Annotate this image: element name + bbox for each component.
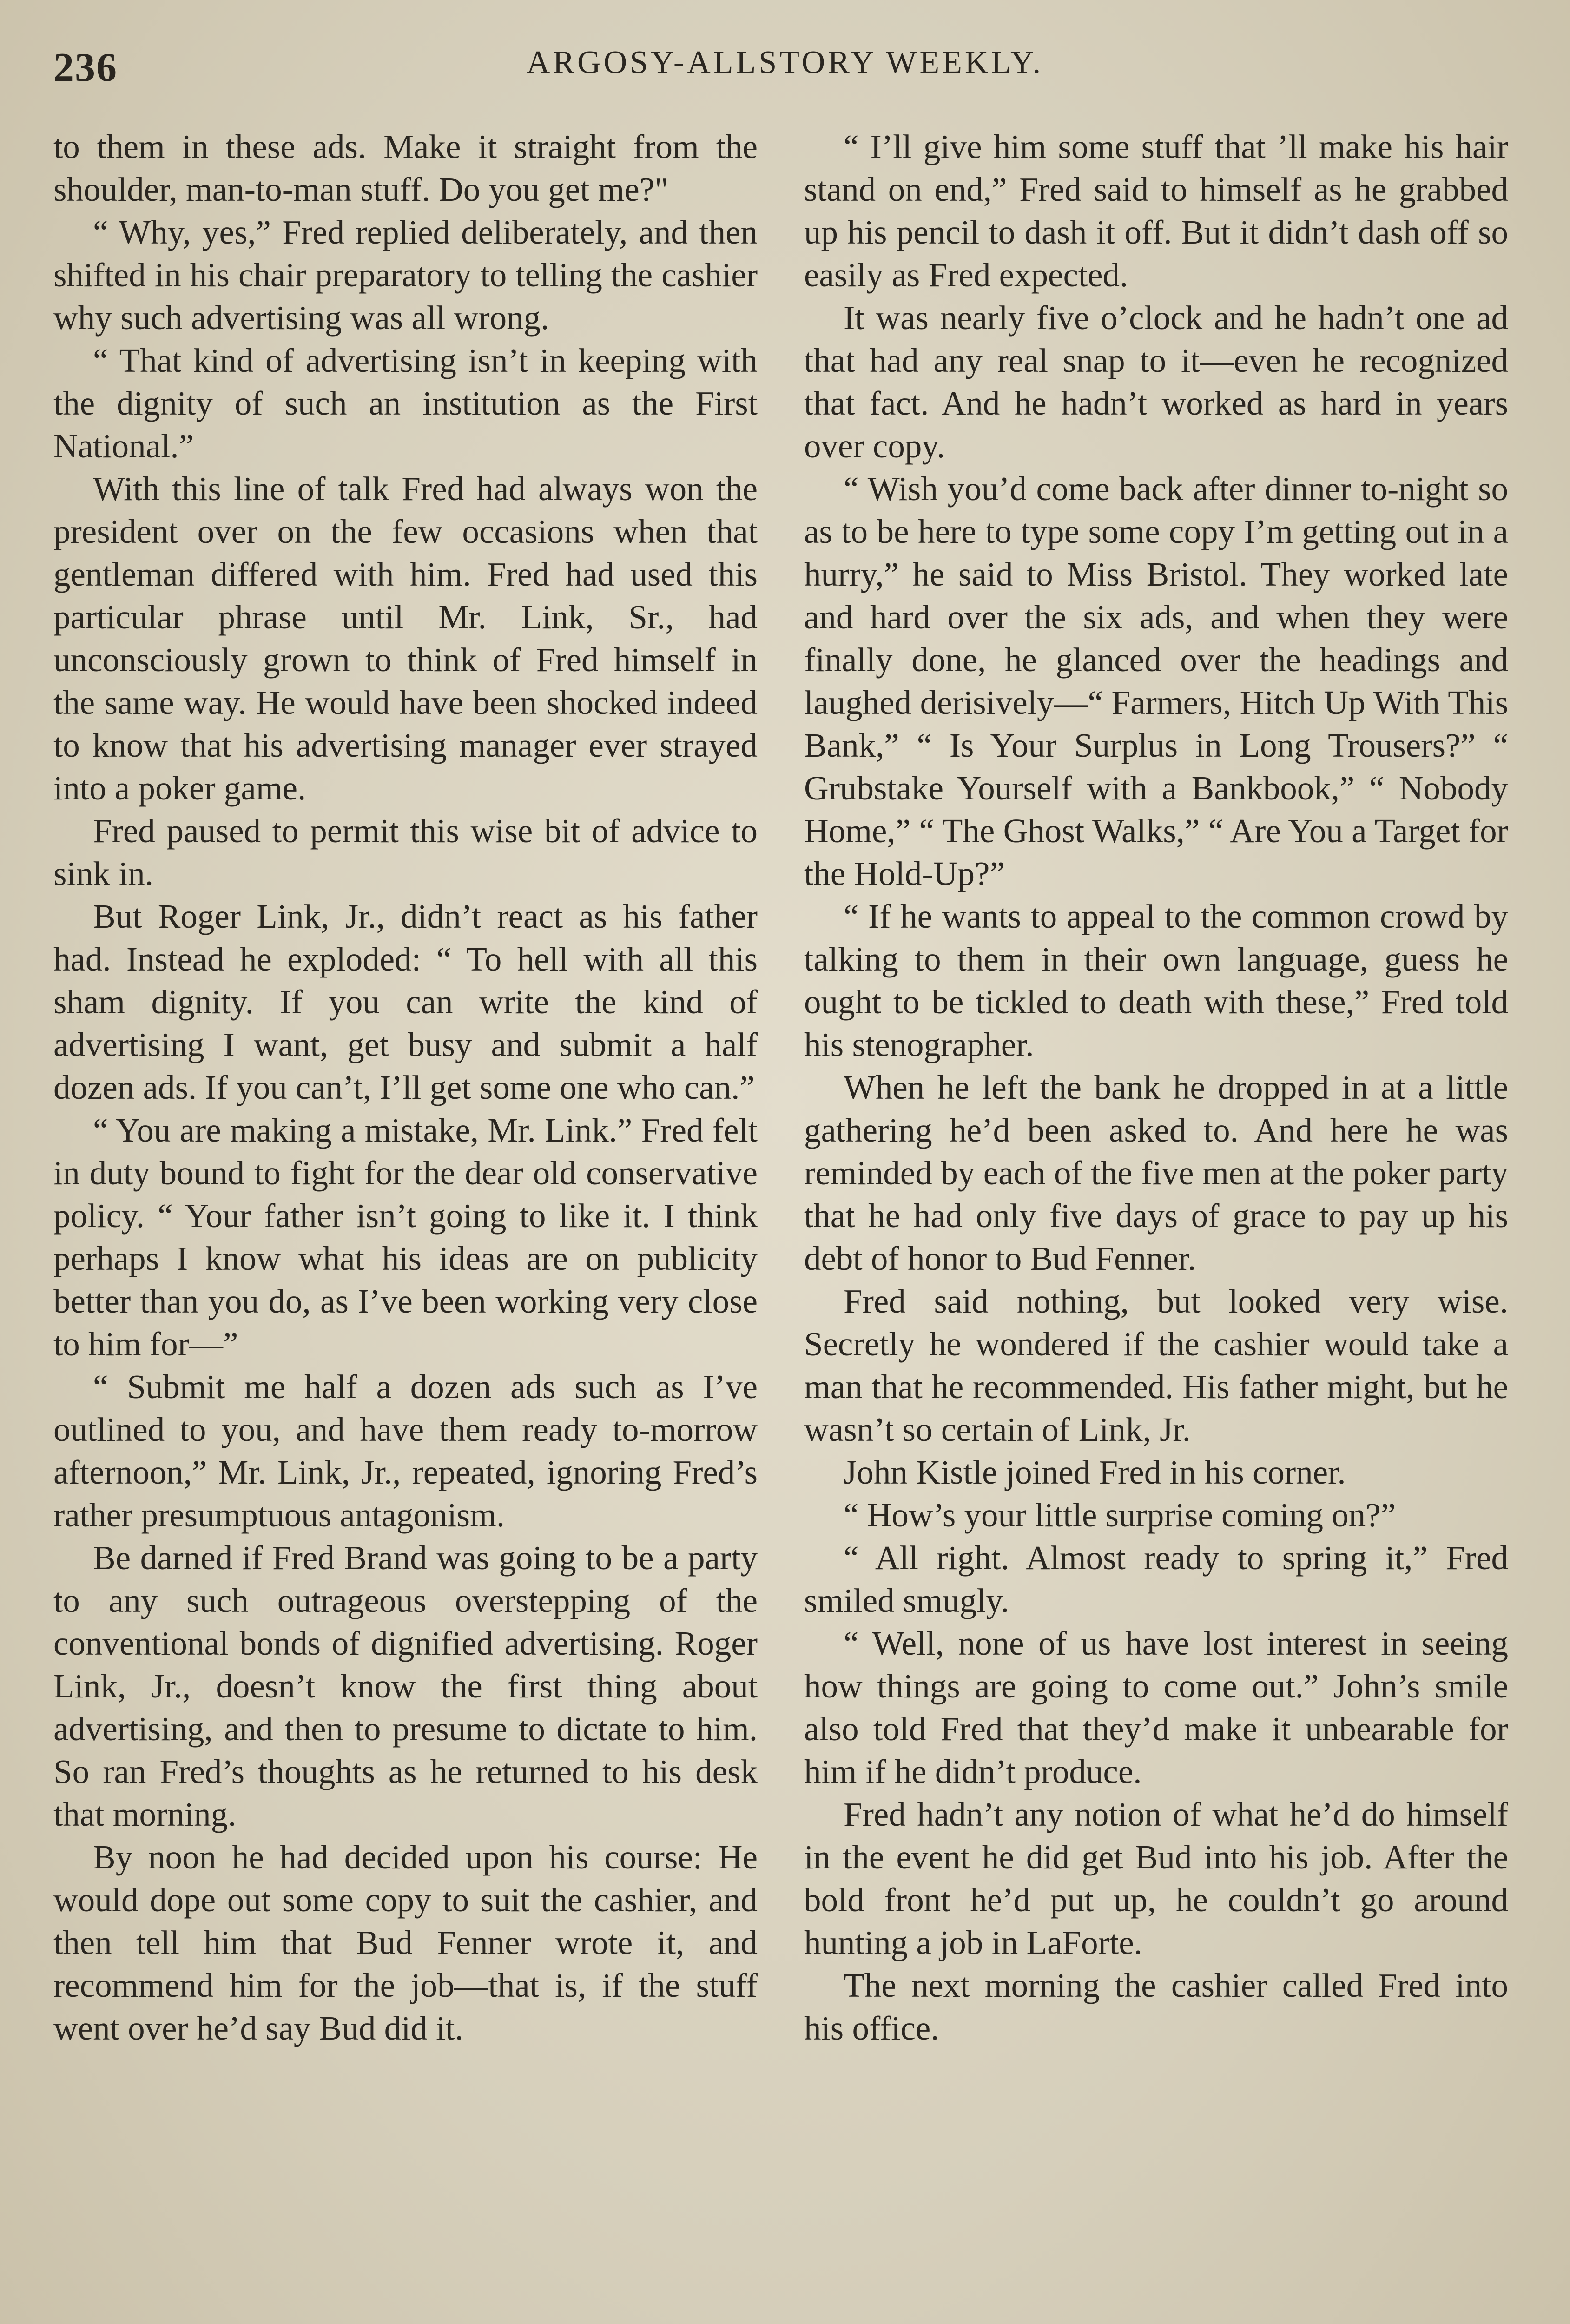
paragraph: “ All right. Almost ready to spring it,” Fred smiled smugly. bbox=[804, 1539, 1508, 1619]
paragraph: “ Well, none of us have lost interest in seeing how things are going to come out.” John’s smile also told Fred that they’d make it unbearable for him if he didn’t produce. bbox=[804, 1624, 1508, 1790]
paragraph: Fred paused to permit this wise bit of advice to sink in. bbox=[53, 812, 758, 892]
paragraph: But Roger Link, Jr., didn’t react as his father had. Instead he exploded: “ To hell with all this sham dignity. If you can write the kind of advertising I want, get busy and submit a half dozen ads. If you can’t, I’ll get some one who can.” bbox=[53, 898, 758, 1106]
right-column bbox=[804, 125, 1508, 2324]
page-header bbox=[53, 44, 1517, 100]
paragraph: By noon he had decided upon his course: He would dope out some copy to suit the cashier, and then tell him that Bud Fenner wrote it, and recommend him for the job—that is, if the stuff went over he’d say Bud did it. bbox=[53, 1838, 758, 2047]
paragraph: John Kistle joined Fred in his corner. bbox=[844, 1453, 1346, 1491]
paragraph: Fred said nothing, but looked very wise. Secretly he wondered if the cashier would take a man that he recommended. His father might, but he wasn’t so certain of Link, Jr. bbox=[804, 1282, 1508, 1448]
left-column bbox=[53, 125, 758, 2324]
paragraph: Fred hadn’t any notion of what he’d do himself in the event he did get Bud into his job. After the bold front he’d put up, he couldn’t go around hunting a job in LaForte. bbox=[804, 1796, 1508, 1961]
paragraph: to them in these ads. Make it straight from the shoulder, man-to-man stuff. Do you get me?" bbox=[53, 128, 758, 208]
paragraph: Be darned if Fred Brand was going to be a party to any such outrageous overstepping of the conventional bonds of dignified advertising. Roger Link, Jr., doesn’t know the first thing about advertising, and then to presume to dictate to him. So ran Fred’s thoughts as he returned to his desk that morning. bbox=[53, 1539, 758, 1833]
paragraph: “ How’s your little surprise coming on?” bbox=[844, 1496, 1396, 1534]
paragraph: “ You are making a mistake, Mr. Link.” Fred felt in duty bound to fight for the dear old conservative policy. “ Your father isn’t going to like it. I think perhaps I know what his ideas are on publicity better than you do, as I’ve been working very close to him for—” bbox=[53, 1111, 758, 1363]
paragraph: “ I’ll give him some stuff that ’ll make his hair stand on end,” Fred said to himself as he grabbed up his pencil to dash it off. But it didn’t dash off so easily as Fred expected. bbox=[804, 128, 1508, 294]
paragraph: When he left the bank he dropped in at a little gathering he’d been asked to. And here he was reminded by each of the five men at the poker party that he had only five days of grace to pay up his debt of honor to Bud Fenner. bbox=[804, 1069, 1508, 1277]
article-body bbox=[53, 125, 1508, 2324]
paragraph: “ Submit me half a dozen ads such as I’ve outlined to you, and have them ready to-morrow afternoon,” Mr. Link, Jr., repeated, ignoring Fred’s rather presumptuous antagonism. bbox=[53, 1368, 758, 1534]
paragraph: The next morning the cashier called Fred into his office. bbox=[804, 1967, 1508, 2047]
paragraph: It was nearly five o’clock and he hadn’t one ad that had any real snap to it—even he recognized that fact. And he hadn’t worked as hard in years over copy. bbox=[804, 299, 1508, 465]
page-number: 236 bbox=[53, 45, 118, 90]
paragraph: “ That kind of advertising isn’t in keeping with the dignity of such an institution as the First National.” bbox=[53, 342, 758, 465]
paragraph: “ Wish you’d come back after dinner to-night so as to be here to type some copy I’m getting out in a hurry,” he said to Miss Bristol. They worked late and hard over the six ads, and when they were finally done, he glanced over the headings and laughed derisively—“ Farmers, Hitch Up With This Bank,” “ Is Your Surplus in Long Trousers?” “ Grubstake Yourself with a Bankbook,” “ Nobody Home,” “ The Ghost Walks,” “ Are You a Target for the Hold-Up?” bbox=[804, 470, 1508, 892]
paragraph: “ Why, yes,” Fred replied deliberately, and then shifted in his chair preparatory to telling the cashier why such advertising was all wrong. bbox=[53, 213, 758, 337]
running-head: ARGOSY-ALLSTORY WEEKLY. bbox=[526, 45, 1044, 80]
paragraph: With this line of talk Fred had always won the president over on the few occasions when that gentleman differed with him. Fred had used this particular phrase until Mr. Link, Sr., had unconsciously grown to think of Fred himself in the same way. He would have been shocked indeed to know that his advertising manager ever strayed into a poker game. bbox=[53, 470, 758, 807]
paragraph: “ If he wants to appeal to the common crowd by talking to them in their own language, guess he ought to be tickled to death with these,” Fred told his stenographer. bbox=[804, 898, 1508, 1063]
